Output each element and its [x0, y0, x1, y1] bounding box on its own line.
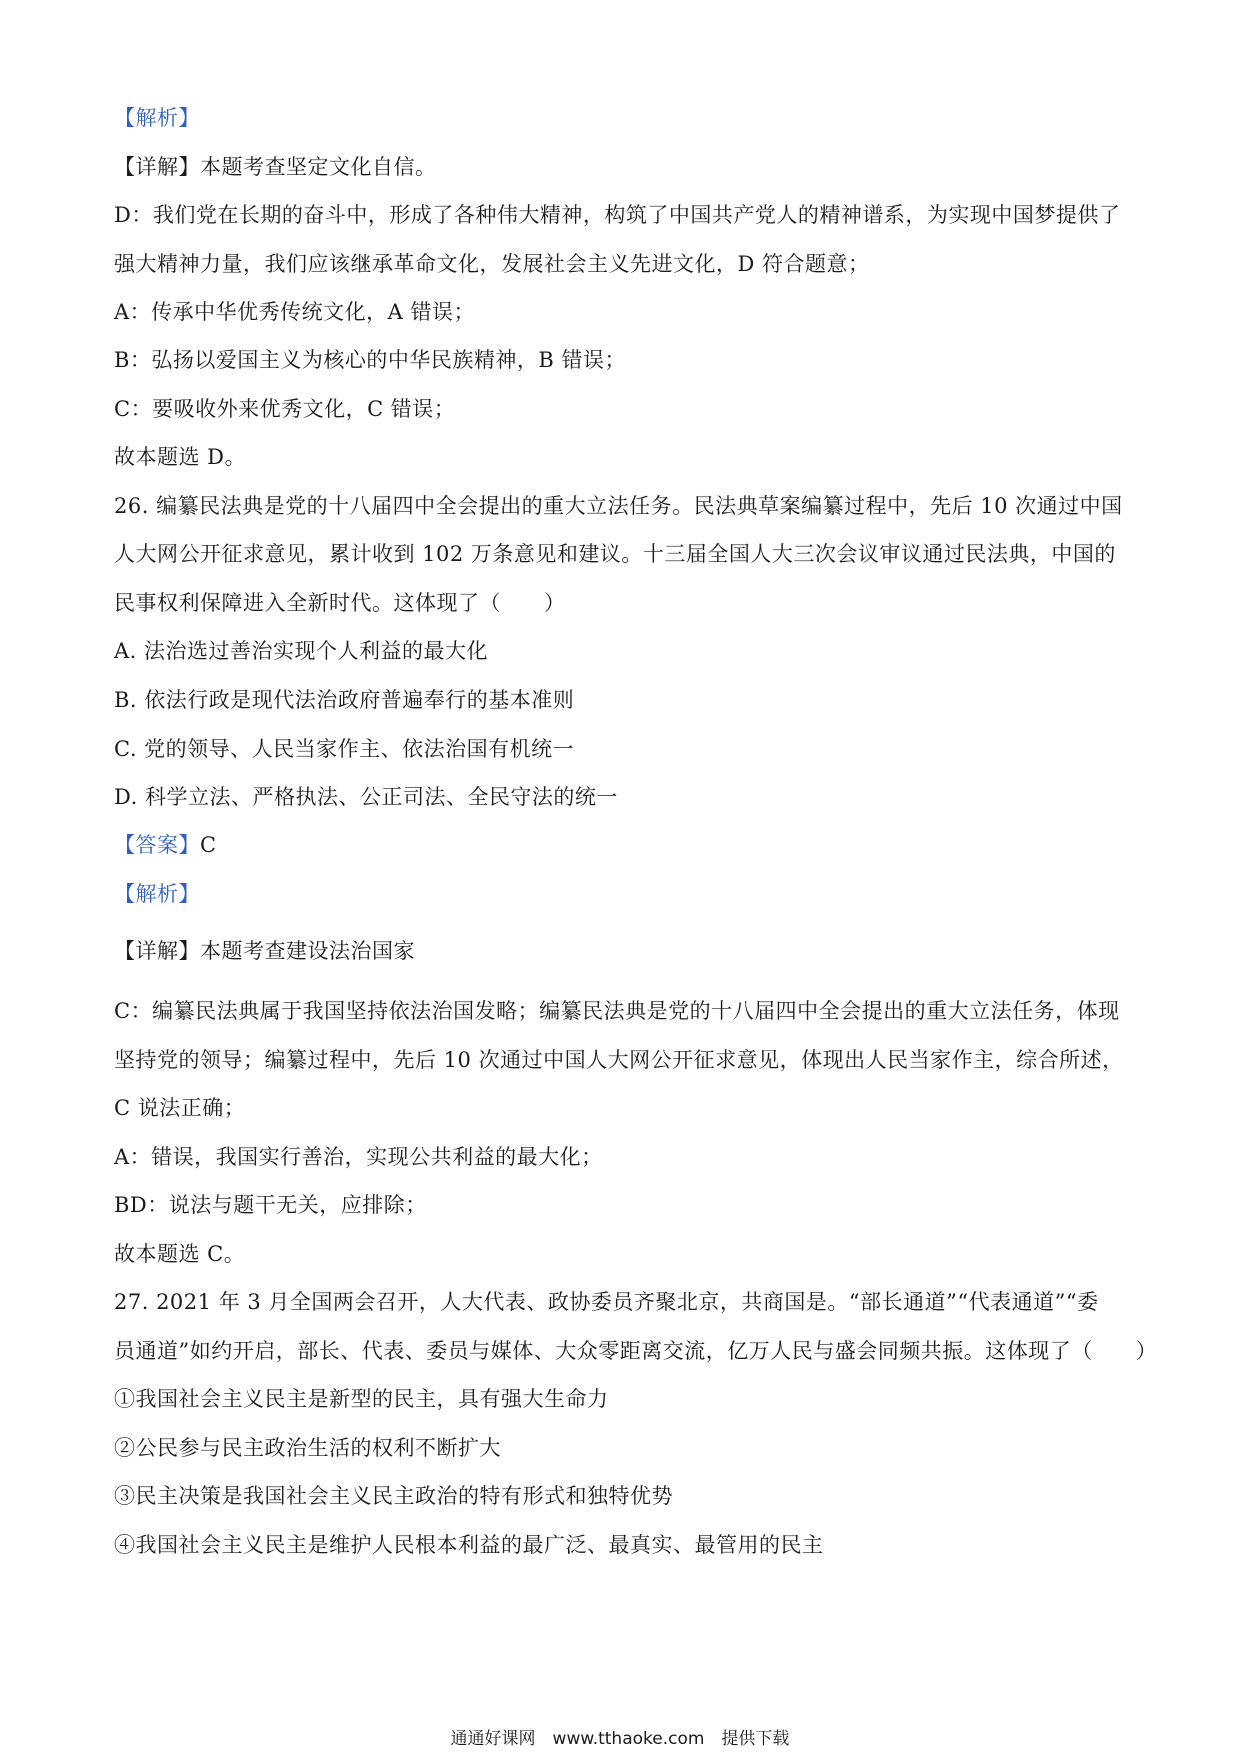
detail-heading: 【详解】本题考查建设法治国家 [114, 939, 415, 963]
question-27-stem-line1: 27. 2021 年 3 月全国两会召开，人大代表、政协委员齐聚北京，共商国是。“部长通道”“代表通道”“委 [114, 1290, 1099, 1314]
question-26-stem-line3: 民事权利保障进入全新时代。这体现了（ ） [114, 591, 566, 615]
question-26-stem-line1: 26. 编纂民法典是党的十八届四中全会提出的重大立法任务。民法典草案编纂过程中，先后 10 次通过中国 [114, 494, 1123, 518]
conclusion: 故本题选 D。 [114, 445, 247, 469]
answer-tag: 【答案】 [114, 833, 200, 857]
option-a: A. 法治选过善治实现个人利益的最大化 [114, 639, 489, 663]
statement-2: ②公民参与民主政治生活的权利不断扩大 [114, 1436, 501, 1460]
statement-3: ③民主决策是我国社会主义民主政治的特有形式和独特优势 [114, 1484, 673, 1508]
explanation-d-line1: D：我们党在长期的奋斗中，形成了各种伟大精神，构筑了中国共产党人的精神谱系，为实现中国梦提供了 [114, 203, 1121, 227]
question-26-stem-line2: 人大网公开征求意见，累计收到 102 万条意见和建议。十三届全国人大三次会议审议通过民法典，中国的 [114, 542, 1116, 566]
question-27-stem-line2: 员通道”如约开启，部长、代表、委员与媒体、大众零距离交流，亿万人民与盛会同频共振。这体现了（ ） [114, 1339, 1158, 1363]
conclusion: 故本题选 C。 [114, 1242, 246, 1266]
option-d: D. 科学立法、严格执法、公正司法、全民守法的统一 [114, 785, 618, 809]
explanation-a: A：错误，我国实行善治，实现公共利益的最大化； [114, 1145, 603, 1169]
explanation-c: C：要吸收外来优秀文化，C 错误； [114, 397, 456, 421]
explanation-a: A：传承中华优秀传统文化，A 错误； [114, 300, 476, 324]
explanation-c-line1: C：编纂民法典属于我国坚持依法治国发略；编纂民法典是党的十八届四中全会提出的重大立法任务，体现 [114, 999, 1120, 1023]
explanation-b: B：弘扬以爱国主义为核心的中华民族精神，B 错误； [114, 348, 627, 372]
option-b: B. 依法行政是现代法治政府普遍奉行的基本准则 [114, 688, 575, 712]
statement-1: ①我国社会主义民主是新型的民主，具有强大生命力 [114, 1387, 609, 1411]
answer-line [114, 830, 1134, 860]
explanation-bd: BD：说法与题干无关，应排除； [114, 1193, 427, 1217]
option-c: C. 党的领导、人民当家作主、依法治国有机统一 [114, 737, 575, 761]
explanation-c-line2: 坚持党的领导；编纂过程中，先后 10 次通过中国人大网公开征求意见，体现出人民当家作主，综合所述， [114, 1048, 1124, 1072]
analysis-tag: 【解析】 [114, 106, 200, 130]
statement-4: ④我国社会主义民主是维护人民根本利益的最广泛、最真实、最管用的民主 [114, 1533, 824, 1557]
explanation-c-line3: C 说法正确； [114, 1096, 246, 1120]
footer-watermark: 通通好课网 www.tthaoke.com 提供下载 [450, 1729, 790, 1749]
detail-heading: 【详解】本题考查坚定文化自信。 [114, 155, 437, 179]
answer-value: C [200, 833, 217, 857]
explanation-d-line2: 强大精神力量，我们应该继承革命文化，发展社会主义先进文化，D 符合题意； [114, 252, 870, 276]
analysis-tag: 【解析】 [114, 882, 200, 906]
